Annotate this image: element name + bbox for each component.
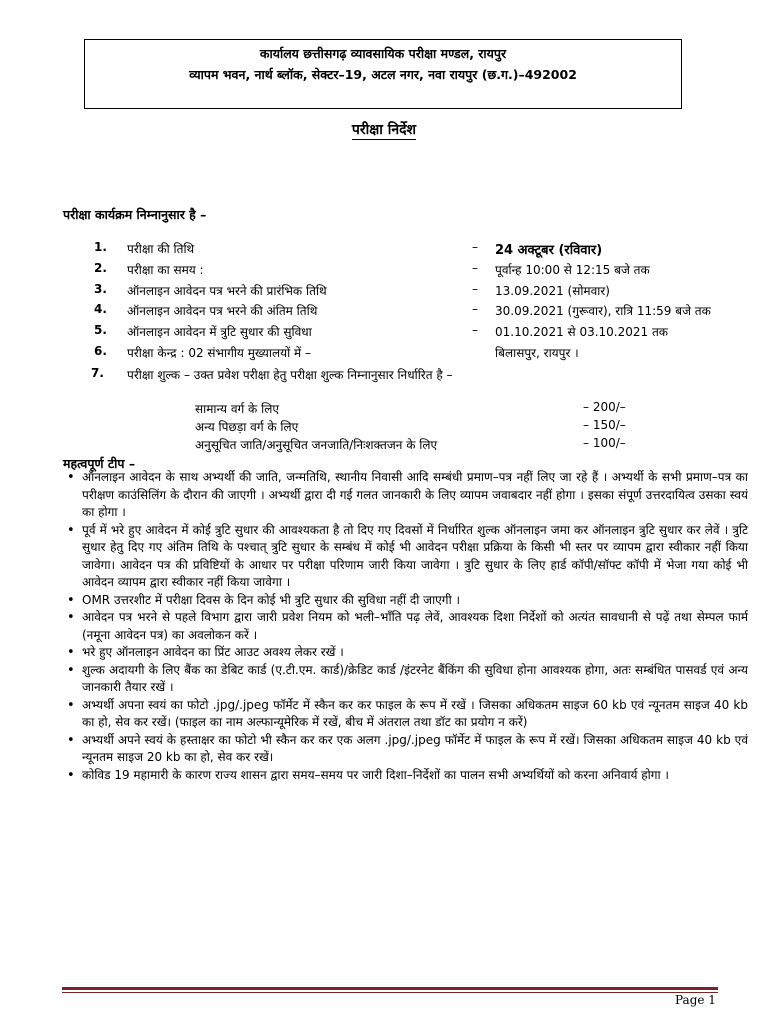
bullet-icon: • — [67, 470, 75, 485]
list-item — [62, 767, 748, 785]
fee-amount: – 150/– — [583, 418, 626, 432]
list-item — [62, 697, 748, 732]
footer-rule-thin — [62, 992, 718, 993]
note-text: अभ्यर्थी अपना स्वयं का फोटो .jpg/.jpeg फॉर्मेट में स्कैन कर कर फाइल के रूप में रखें । जिसका अधिकतम साइज 60 kb एवं न्यूनतम साइज 40 kb का हो, सेव कर रखें। (फाइल का नाम अल्फान्यूमेरिक में रखें, बीच में अंतराल तथा डॉट का प्रयोग न करें) — [82, 697, 748, 729]
bullet-icon: • — [67, 645, 75, 660]
schedule-value: 30.09.2021 (गुरूवार), रात्रि 11:59 बजे तक — [495, 304, 711, 318]
schedule-label: परीक्षा की तिथि — [127, 242, 195, 256]
schedule-value: पूर्वान्ह 10:00 से 12:15 बजे तक — [495, 263, 650, 277]
schedule-number: 1. — [94, 240, 107, 254]
note-text: पूर्व में भरे हुए आवेदन में कोई त्रुटि सुधार की आवश्यकता है तो दिए गए दिवसों में निर्धारित शुल्क ऑनलाइन जमा कर ऑनलाइन त्रुटि सुधार कर लेवें । त्रुटि सुधार हेतु दिए गए अंतिम तिथि के पश्चात् त्रुटि सुधार के सम्बंध में कोई भी आवेदन परीक्षा प्रक्रिया के किसी भी स्तर पर व्यापम द्वारा स्वीकार नहीं किया जावेगा। आवेदन पत्र की प्रविष्टियों के आधार पर परीक्षा परिणाम जारी किया जावेगा । त्रुटि सुधार के लिए हार्ड कॉपी/सॉफ्ट कॉपी में भेजा गया कोई भी आवेदन व्यापम द्वारा स्वीकार नहीं किया जावेगा । — [82, 522, 748, 589]
schedule-dash: – — [472, 261, 478, 275]
schedule-intro: परीक्षा कार्यक्रम निम्नानुसार है – — [63, 207, 207, 222]
note-text: आवेदन पत्र भरने से पहले विभाग द्वारा जारी प्रवेश नियम को भली–भाँति पढ़ लेवें, आवश्यक दिशा निर्देशों को अत्यंत सावधानी से पढ़ें तथा सेम्पल फार्म (नमूना आवेदन पत्र) का अवलोकन करें । — [82, 610, 748, 642]
bullet-icon: • — [67, 662, 75, 678]
schedule-value: 24 अक्टूबर (रविवार) — [495, 243, 603, 258]
bullet-icon: • — [67, 697, 75, 713]
schedule-number: 3. — [94, 282, 107, 296]
schedule-value: 13.09.2021 (सोमवार) — [495, 284, 610, 298]
footer-rule-thick — [62, 987, 718, 990]
schedule-label: परीक्षा का समय : — [127, 263, 204, 277]
fee-row — [195, 436, 626, 453]
bullet-icon: • — [67, 767, 75, 783]
office-name: कार्यालय छत्तीसगढ़ व्यावसायिक परीक्षा मण्डल, रायपुर — [259, 46, 507, 61]
list-item — [62, 609, 748, 644]
fee-amount: – 200/– — [583, 400, 626, 414]
schedule-number: 4. — [94, 302, 107, 316]
fee-category: अन्य पिछड़ा वर्ग के लिए — [195, 420, 299, 434]
schedule-value: बिलासपुर, रायपुर । — [495, 346, 579, 360]
bullet-icon: • — [67, 610, 75, 625]
schedule-number: 7. — [91, 366, 104, 380]
bullet-icon: • — [67, 592, 75, 608]
page-number: Page 1 — [675, 993, 716, 1007]
fee-row — [195, 400, 626, 417]
schedule-label: ऑनलाइन आवेदन में त्रुटि सुधार की सुविधा — [127, 325, 312, 339]
office-address: व्यापम भवन, नार्थ ब्लॉक, सेक्टर–19, अटल नगर, नवा रायपुर (छ.ग.)–492002 — [189, 67, 577, 82]
note-text: शुल्क अदायगी के लिए बैंक का डेबिट कार्ड (ए.टी.एम. कार्ड)/क्रेडिट कार्ड /इंटरनेट बैंकिंग की सुविधा होना आवश्यक होगा, अतः सम्बंधित पासवर्ड एवं अन्य जानकारी तैयार रखें । — [82, 662, 748, 694]
fee-category: सामान्य वर्ग के लिए — [195, 402, 279, 416]
document-title — [0, 120, 768, 139]
schedule-number: 5. — [94, 323, 107, 337]
important-notes-list — [62, 469, 748, 784]
list-item — [62, 522, 748, 592]
list-item — [62, 592, 748, 610]
schedule-number: 2. — [94, 261, 107, 275]
fee-category: अनुसूचित जाति/अनुसूचित जनजाति/निःशक्तजन के लिए — [195, 438, 438, 452]
list-item — [62, 469, 748, 522]
schedule-dash: – — [472, 240, 478, 254]
fee-row — [195, 418, 626, 435]
schedule-value: 01.10.2021 से 03.10.2021 तक — [495, 325, 669, 339]
schedule-number: 6. — [94, 344, 107, 358]
schedule-label: परीक्षा केन्द्र : 02 संभागीय मुख्यालयों में – — [127, 346, 311, 360]
schedule-dash: – — [472, 323, 478, 337]
list-item — [62, 662, 748, 697]
bullet-icon: • — [67, 732, 75, 748]
list-item — [62, 732, 748, 767]
bullet-icon: • — [67, 522, 75, 538]
note-text: भरे हुए ऑनलाइन आवेदन का प्रिंट आउट अवश्य लेकर रखें । — [82, 645, 344, 659]
note-text: OMR उत्तरशीट में परीक्षा दिवस के दिन कोई भी त्रुटि सुधार की सुविधा नहीं दी जाएगी । — [82, 592, 461, 607]
schedule-dash: – — [472, 302, 478, 316]
schedule-dash: – — [472, 282, 478, 296]
schedule-label: ऑनलाइन आवेदन पत्र भरने की प्रारंभिक तिथि — [127, 284, 327, 298]
schedule-label: ऑनलाइन आवेदन पत्र भरने की अंतिम तिथि — [127, 304, 318, 318]
note-text: कोविड 19 महामारी के कारण राज्य शासन द्वारा समय–समय पर जारी दिशा–निर्देशों का पालन सभी अभ्यर्थियों को करना अनिवार्य होगा । — [82, 767, 669, 782]
document-title-text: परीक्षा निर्देश — [351, 122, 417, 138]
important-notes-heading: महत्वपूर्ण टीप – — [63, 456, 136, 471]
schedule-label: परीक्षा शुल्क – उक्त प्रवेश परीक्षा हेतु परीक्षा शुल्क निम्नानुसार निर्धारित है – — [127, 368, 453, 382]
list-item — [62, 644, 748, 662]
note-text: ऑनलाइन आवेदन के साथ अभ्यर्थी की जाति, जन्मतिथि, स्थानीय निवासी आदि सम्बंधी प्रमाण–पत्र नहीं लिए जा रहे हैं । अभ्यर्थी के सभी प्रमाण–पत्र का परीक्षण काउंसिलिंग के दौरान की जाएगी । अभ्यर्थी द्वारा दी गई गलत जानकारी के लिए व्यापम जवाबदार नहीं होगा । इसका संपूर्ण उत्तरदायित्व उसका स्वयं का होगा । — [82, 470, 748, 519]
note-text: अभ्यर्थी अपने स्वयं के हस्ताक्षर का फोटो भी स्कैन कर कर एक अलग .jpg/.jpeg फॉर्मेट में फाइल के रूप में रखें। जिसका अधिकतम साइज 40 kb एवं न्यूनतम साइज 20 kb का हो, सेव कर रखें। — [82, 732, 748, 764]
office-header-box — [84, 39, 682, 109]
fee-amount: – 100/– — [583, 436, 626, 450]
